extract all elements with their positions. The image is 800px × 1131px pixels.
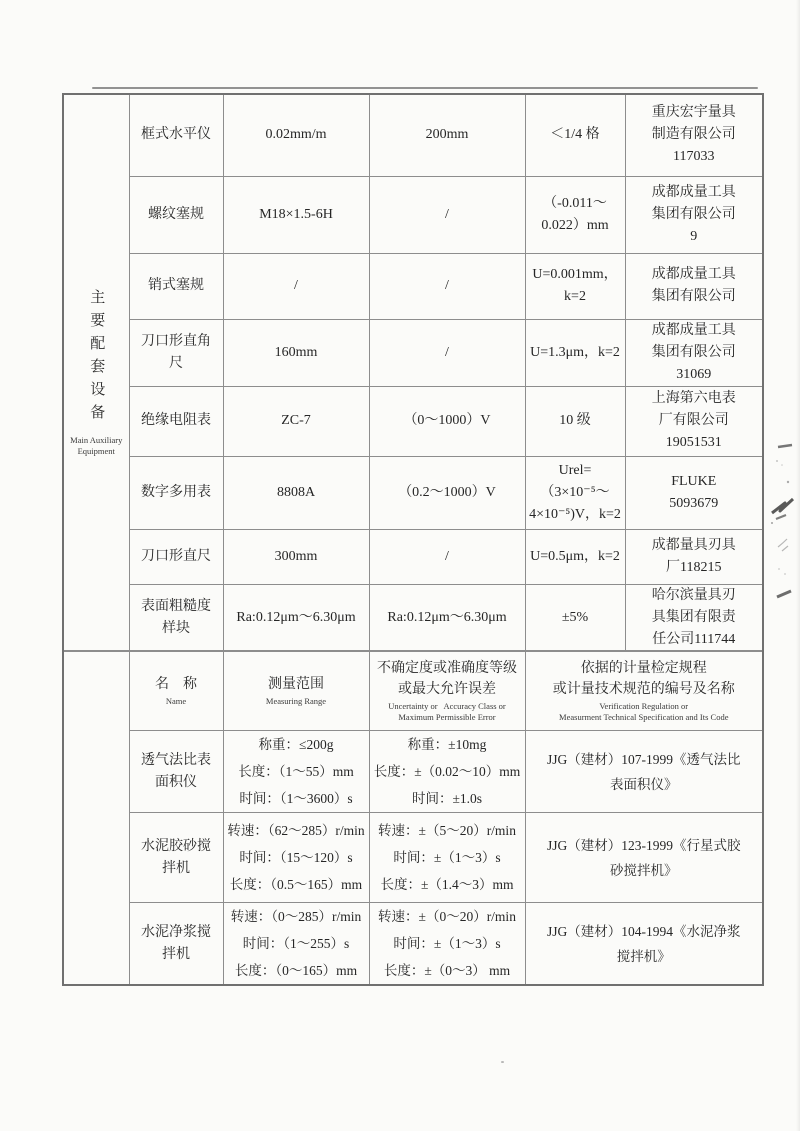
equipment-accuracy: 10 级	[525, 386, 625, 456]
equipment-name: 销式塞规	[129, 253, 223, 319]
instrument-error: 转速：±（0～20）r/min 时间：±（1～3）s 长度：±（0～3） mm	[369, 903, 525, 986]
equipment-accuracy: U=0.5μm，k=2	[525, 529, 625, 584]
header-error-zh: 不确定度或准确度等级 或最大允许误差	[377, 661, 517, 697]
equipment-range: （0.2～1000）V	[369, 456, 525, 529]
table-row	[63, 584, 763, 651]
instrument-regulation: JJG（建材）104-1994《水泥净浆 搅拌机》	[525, 903, 763, 986]
equipment-maker: 重庆宏宇量具 制造有限公司 117033	[625, 94, 763, 176]
equipment-spec: M18×1.5-6H	[223, 176, 369, 253]
table-row	[63, 529, 763, 584]
equipment-spec: 300mm	[223, 529, 369, 584]
equipment-maker: 哈尔滨量具刃 具集团有限责 任公司111744	[625, 584, 763, 651]
table-row	[63, 386, 763, 456]
scan-speck	[501, 1061, 504, 1063]
header-name	[129, 651, 223, 731]
equipment-accuracy: ＜1/4 格	[525, 94, 625, 176]
instrument-range: 转速：（62～285）r/min 时间：（15～120）s 长度：（0.5～165）mm	[223, 813, 369, 903]
header-range-en: Measuring Range	[265, 696, 327, 706]
equipment-range: /	[369, 253, 525, 319]
equipment-maker: 上海第六电表 厂有限公司 19051531	[625, 386, 763, 456]
equipment-accuracy: ±5%	[525, 584, 625, 651]
header-row	[63, 651, 763, 731]
lower-table	[62, 650, 764, 986]
equipment-accuracy: U=1.3μm，k=2	[525, 319, 625, 386]
instrument-range: 转速：（0～285）r/min 时间：（1～255）s 长度：（0～165）mm	[223, 903, 369, 986]
equipment-spec: 160mm	[223, 319, 369, 386]
equipment-spec: 8808A	[223, 456, 369, 529]
equipment-maker: 成都量具刃具 厂118215	[625, 529, 763, 584]
equipment-range: /	[369, 529, 525, 584]
section-label-zh: 主要配套设备	[88, 288, 105, 427]
cutoff-row-line	[92, 87, 758, 89]
table-row	[63, 731, 763, 813]
equipment-table	[62, 93, 764, 652]
equipment-name: 刀口形直尺	[129, 529, 223, 584]
header-name-en: Name	[165, 696, 187, 706]
equipment-spec: 0.02mm/m	[223, 94, 369, 176]
equipment-range: /	[369, 319, 525, 386]
equipment-maker: 成都成量工具 集团有限公司	[625, 253, 763, 319]
header-regulation-zh: 依据的计量检定规程 或计量技术规范的编号及名称	[552, 661, 735, 697]
table-row	[63, 813, 763, 903]
table-row	[63, 253, 763, 319]
equipment-name: 数字多用表	[129, 456, 223, 529]
instrument-name: 水泥胶砂搅 拌机	[129, 813, 223, 903]
equipment-range: （0～1000）V	[369, 386, 525, 456]
equipment-accuracy: U=0.001mm， k=2	[525, 253, 625, 319]
instrument-regulation: JJG（建材）107-1999《透气法比 表面积仪》	[525, 731, 763, 813]
equipment-spec: Ra:0.12μm～6.30μm	[223, 584, 369, 651]
handwriting-marks	[752, 435, 800, 615]
instrument-regulation: JJG（建材）123-1999《行星式胶 砂搅拌机》	[525, 813, 763, 903]
table-row	[63, 903, 763, 986]
header-error	[369, 651, 525, 731]
equipment-name: 绝缘电阻表	[129, 386, 223, 456]
equipment-spec: /	[223, 253, 369, 319]
equipment-spec: ZC-7	[223, 386, 369, 456]
empty-label-cell	[63, 651, 129, 986]
section-label-cell	[63, 94, 129, 651]
equipment-accuracy: Urel= （3×10⁻⁵～ 4×10⁻⁵)V，k=2	[525, 456, 625, 529]
equipment-maker: FLUKE 5093679	[625, 456, 763, 529]
table-row	[63, 319, 763, 386]
header-name-zh: 名 称	[155, 677, 197, 692]
equipment-range: Ra:0.12μm～6.30μm	[369, 584, 525, 651]
equipment-name: 框式水平仪	[129, 94, 223, 176]
equipment-maker: 成都成量工具 集团有限公司 9	[625, 176, 763, 253]
instrument-error: 称重：±10mg 长度：±（0.02～10）mm 时间：±1.0s	[369, 731, 525, 813]
table-row	[63, 94, 763, 176]
section-label-en: Main Auxiliary Equipment	[70, 434, 123, 456]
header-error-en: Uncertainty or Accuracy Class or Maximum Permissible Error	[388, 701, 506, 722]
header-range-zh: 测量范围	[268, 677, 324, 692]
instrument-name: 透气法比表 面积仪	[129, 731, 223, 813]
equipment-name: 螺纹塞规	[129, 176, 223, 253]
header-regulation-en: Verification Regulation or Measurment Technical Specification and Its Code	[559, 701, 729, 722]
instrument-name: 水泥净浆搅 拌机	[129, 903, 223, 986]
equipment-maker: 成都成量工具 集团有限公司 31069	[625, 319, 763, 386]
equipment-range: 200mm	[369, 94, 525, 176]
instrument-error: 转速：±（5～20）r/min 时间：±（1～3）s 长度：±（1.4～3）mm	[369, 813, 525, 903]
instrument-range: 称重：≤200g 长度：（1～55）mm 时间：（1～3600）s	[223, 731, 369, 813]
equipment-range: /	[369, 176, 525, 253]
table-row	[63, 456, 763, 529]
scan-edge-shade	[796, 0, 800, 1131]
equipment-name: 表面粗糙度 样块	[129, 584, 223, 651]
equipment-name: 刀口形直角 尺	[129, 319, 223, 386]
table-row	[63, 176, 763, 253]
header-regulation	[525, 651, 763, 731]
header-range	[223, 651, 369, 731]
equipment-accuracy: （-0.011～ 0.022）mm	[525, 176, 625, 253]
